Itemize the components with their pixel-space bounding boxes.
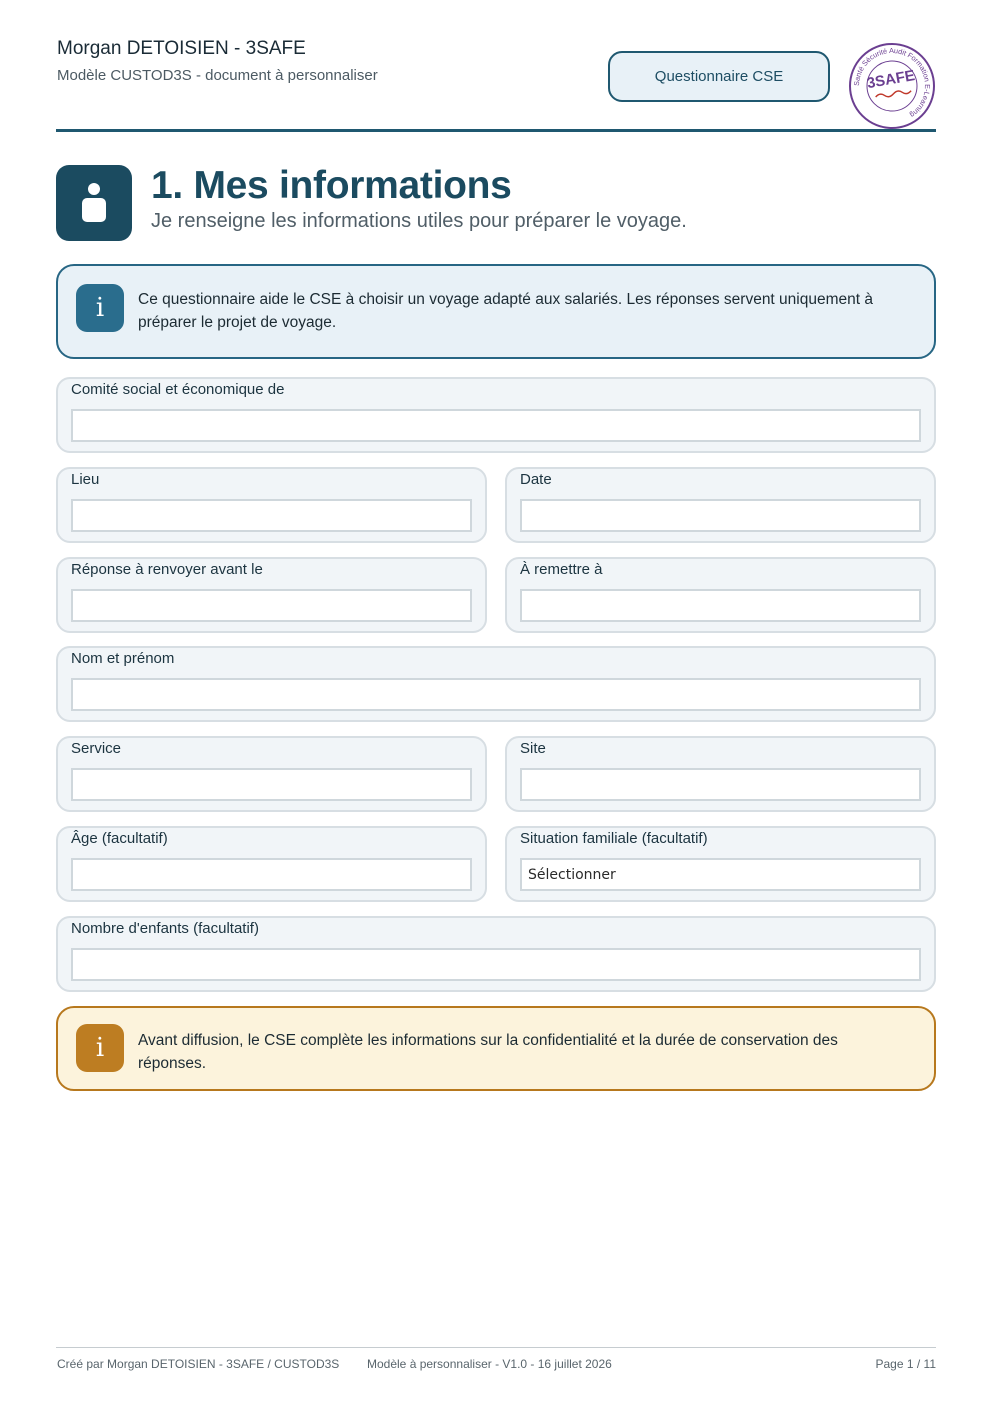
document-subtitle: Modèle CUSTOD3S - document à personnaliser <box>57 67 378 84</box>
field-cse-label: Comité social et économique de <box>71 381 285 398</box>
footer-page-number: Page 1 / 11 <box>875 1357 936 1371</box>
info-icon: i <box>76 284 124 332</box>
field-site <box>505 736 936 812</box>
field-nom-prenom-label: Nom et prénom <box>71 650 175 667</box>
field-nom-prenom <box>56 646 936 722</box>
field-age <box>56 826 487 902</box>
field-lieu-input[interactable] <box>71 499 472 532</box>
questionnaire-badge-label: Questionnaire CSE <box>654 68 784 85</box>
field-cse <box>56 377 936 453</box>
field-service-input[interactable] <box>71 768 472 801</box>
field-nombre-enfants <box>56 916 936 992</box>
field-age-label: Âge (facultatif) <box>71 830 168 847</box>
field-situation-familiale <box>505 826 936 902</box>
field-date-label: Date <box>520 471 552 488</box>
seal-ring-text: Santé Sécurité Audit Formation E-Learning <box>851 45 933 120</box>
field-reponse-avant <box>56 557 487 633</box>
field-nom-prenom-input[interactable] <box>71 678 921 711</box>
section-subtitle: Je renseigne les informations utiles pour préparer le voyage. <box>151 210 687 232</box>
info-notice <box>56 264 936 359</box>
field-service-label: Service <box>71 740 122 757</box>
field-remettre-a <box>505 557 936 633</box>
confidentiality-notice-text: Avant diffusion, le CSE complète les informations sur la confidentialité et la durée de conservation des réponses. <box>138 1032 838 1072</box>
user-icon <box>56 165 132 241</box>
field-remettre-a-label: À remettre à <box>520 561 603 578</box>
field-remettre-a-input[interactable] <box>520 589 921 622</box>
confidentiality-notice <box>56 1006 936 1091</box>
info-icon: i <box>76 1024 124 1072</box>
situation-familiale-select[interactable]: Sélectionner <box>520 858 921 891</box>
footer-version: Modèle à personnaliser - V1.0 - 16 juillet 2026 <box>367 1357 612 1371</box>
field-nombre-enfants-label: Nombre d'enfants (facultatif) <box>71 920 259 937</box>
3safe-seal-logo <box>848 42 936 130</box>
questionnaire-badge <box>608 51 830 102</box>
field-lieu-label: Lieu <box>71 471 100 488</box>
author-name: Morgan DETOISIEN - 3SAFE <box>57 38 306 59</box>
field-service <box>56 736 487 812</box>
section-icon-box <box>56 165 132 241</box>
field-reponse-avant-input[interactable] <box>71 589 472 622</box>
footer-created-by: Créé par Morgan DETOISIEN - 3SAFE / CUSTOD3S <box>57 1357 340 1371</box>
header-divider <box>56 129 936 132</box>
field-age-input[interactable] <box>71 858 472 891</box>
info-notice-text: Ce questionnaire aide le CSE à choisir un voyage adapté aux salariés. Les réponses servent uniquement à préparer le projet de voyage. <box>138 291 873 331</box>
field-nombre-enfants-input[interactable] <box>71 948 921 981</box>
field-reponse-avant-label: Réponse à renvoyer avant le <box>71 561 263 578</box>
field-cse-input[interactable] <box>71 409 921 442</box>
footer-divider <box>56 1347 936 1348</box>
field-site-label: Site <box>520 740 546 757</box>
section-title: 1. Mes informations <box>151 164 512 207</box>
field-date <box>505 467 936 543</box>
seal-text: 3SAFE <box>865 67 917 93</box>
field-lieu <box>56 467 487 543</box>
field-date-input[interactable] <box>520 499 921 532</box>
field-site-input[interactable] <box>520 768 921 801</box>
field-situation-familiale-label: Situation familiale (facultatif) <box>520 830 708 847</box>
